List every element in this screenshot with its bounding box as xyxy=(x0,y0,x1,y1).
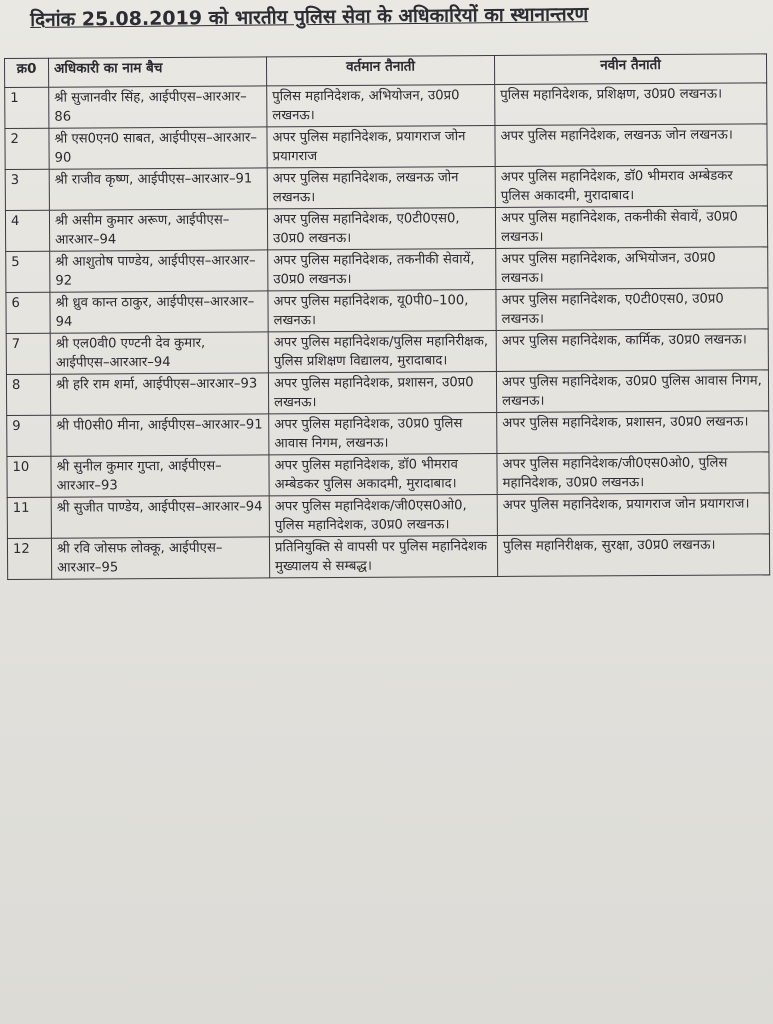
new-posting: अपर पुलिस महानिदेशक/जी0एस0ओ0, पुलिस महानिदेशक, उ0प्र0 लखनऊ। xyxy=(497,452,769,495)
officer-name: श्री असीम कुमार अरूण, आईपीएस–आरआर–94 xyxy=(49,209,267,251)
officer-name: श्री सुजानवीर सिंह, आईपीएस–आरआर–86 xyxy=(49,86,267,128)
serial-number: 9 xyxy=(7,415,51,456)
table-row xyxy=(6,247,768,293)
current-posting: अपर पुलिस महानिदेशक/जी0एस0ओ0, पुलिस महानिदेशक, उ0प्र0 लखनऊ। xyxy=(269,494,497,536)
new-posting: अपर पुलिस महानिदेशक, कार्मिक, उ0प्र0 लखनऊ। xyxy=(496,329,768,372)
current-posting: अपर पुलिस महानिदेशक, यू0पी0–100, लखनऊ। xyxy=(268,289,496,331)
officer-name: श्री हरि राम शर्मा, आईपीएस–आरआर–93 xyxy=(50,373,268,415)
serial-number: 8 xyxy=(6,374,50,415)
officer-name: श्री एस0एन0 साबत, आईपीएस–आरआर–90 xyxy=(49,127,267,169)
officer-name: श्री सुनील कुमार गुप्ता, आईपीएस–आरआर–93 xyxy=(51,455,269,497)
serial-number: 12 xyxy=(7,538,51,579)
table-header-row xyxy=(5,54,767,88)
officer-name: श्री रवि जोसफ लोक्कू, आईपीएस–आरआर–95 xyxy=(51,537,269,579)
current-posting: अपर पुलिस महानिदेशक, लखनऊ जोन लखनऊ। xyxy=(267,167,495,209)
header-serial: क्र0 xyxy=(5,58,49,87)
serial-number: 3 xyxy=(5,169,49,210)
table-row xyxy=(6,288,768,334)
current-posting: अपर पुलिस महानिदेशक, प्रयागराज जोन प्रयागराज xyxy=(267,126,495,168)
current-posting: पुलिस महानिदेशक, अभियोजन, उ0प्र0 लखनऊ। xyxy=(267,85,495,127)
table-row xyxy=(6,370,768,416)
current-posting: अपर पुलिस महानिदेशक, प्रशासन, उ0प्र0 लखनऊ। xyxy=(268,371,496,413)
table-row xyxy=(7,493,769,539)
new-posting: अपर पुलिस महानिदेशक, लखनऊ जोन लखनऊ। xyxy=(495,124,767,167)
new-posting: पुलिस महानिरीक्षक, सुरक्षा, उ0प्र0 लखनऊ। xyxy=(497,534,769,577)
new-posting: अपर पुलिस महानिदेशक, प्रयागराज जोन प्रयागराज। xyxy=(497,493,769,536)
new-posting: अपर पुलिस महानिदेशक, अभियोजन, उ0प्र0 लखनऊ। xyxy=(496,247,768,290)
table-row xyxy=(6,329,768,375)
officer-name: श्री पी0सी0 मीना, आईपीएस–आरआर–91 xyxy=(51,414,269,456)
current-posting: अपर पुलिस महानिदेशक/पुलिस महानिरीक्षक, पुलिस प्रशिक्षण विद्यालय, मुरादाबाद। xyxy=(268,330,496,372)
officer-name: श्री सुजीत पाण्डेय, आईपीएस–आरआर–94 xyxy=(51,496,269,538)
current-posting: प्रतिनियुक्ति से वापसी पर पुलिस महानिदेशक मुख्यालय से सम्बद्ध। xyxy=(269,535,497,577)
serial-number: 6 xyxy=(6,292,50,333)
transfer-table xyxy=(4,53,770,580)
current-posting: अपर पुलिस महानिदेशक, उ0प्र0 पुलिस आवास निगम, लखनऊ। xyxy=(269,412,497,454)
document-title: दिनांक 25.08.2019 को भारतीय पुलिस सेवा के अधिकारियों का स्थानान्तरण xyxy=(30,3,589,31)
new-posting: अपर पुलिस महानिदेशक, डॉ0 भीमराव अम्बेडकर पुलिस अकादमी, मुरादाबाद। xyxy=(495,165,767,208)
new-posting: अपर पुलिस महानिदेशक, तकनीकी सेवायें, उ0प्र0 लखनऊ। xyxy=(495,206,767,249)
header-officer-name: अधिकारी का नाम बैच xyxy=(49,57,267,87)
new-posting: अपर पुलिस महानिदेशक, प्रशासन, उ0प्र0 लखनऊ। xyxy=(497,411,769,454)
new-posting: अपर पुलिस महानिदेशक, ए0टी0एस0, उ0प्र0 लखनऊ। xyxy=(496,288,768,331)
current-posting: अपर पुलिस महानिदेशक, डॉ0 भीमराव अम्बेडकर पुलिस अकादमी, मुरादाबाद। xyxy=(269,453,497,495)
new-posting: पुलिस महानिदेशक, प्रशिक्षण, उ0प्र0 लखनऊ। xyxy=(495,83,767,126)
header-new-posting: नवीन तैनाती xyxy=(494,54,766,85)
serial-number: 10 xyxy=(7,456,51,497)
header-current-posting: वर्तमान तैनाती xyxy=(266,56,494,86)
serial-number: 7 xyxy=(6,333,50,374)
officer-name: श्री एल0वी0 एण्टनी देव कुमार, आईपीएस–आरआर–94 xyxy=(50,332,268,374)
serial-number: 4 xyxy=(5,210,49,251)
serial-number: 2 xyxy=(5,128,49,169)
table-row xyxy=(5,124,767,170)
serial-number: 11 xyxy=(7,497,51,538)
table-row xyxy=(5,165,767,211)
serial-number: 5 xyxy=(6,251,50,292)
officer-name: श्री ध्रुव कान्त ठाकुर, आईपीएस–आरआर–94 xyxy=(50,291,268,333)
current-posting: अपर पुलिस महानिदेशक, तकनीकी सेवायें, उ0प्र0 लखनऊ। xyxy=(268,249,496,291)
officer-name: श्री राजीव कृष्ण, आईपीएस–आरआर–91 xyxy=(49,168,267,210)
table-row xyxy=(7,411,769,457)
current-posting: अपर पुलिस महानिदेशक, ए0टी0एस0, उ0प्र0 लखनऊ। xyxy=(267,208,495,250)
table-row xyxy=(5,83,767,129)
officer-name: श्री आशुतोष पाण्डेय, आईपीएस–आरआर–92 xyxy=(50,250,268,292)
serial-number: 1 xyxy=(5,87,49,128)
table-row xyxy=(5,206,767,252)
new-posting: अपर पुलिस महानिदेशक, उ0प्र0 पुलिस आवास निगम, लखनऊ। xyxy=(496,370,768,413)
table-row xyxy=(7,452,769,498)
table-row xyxy=(7,534,769,580)
